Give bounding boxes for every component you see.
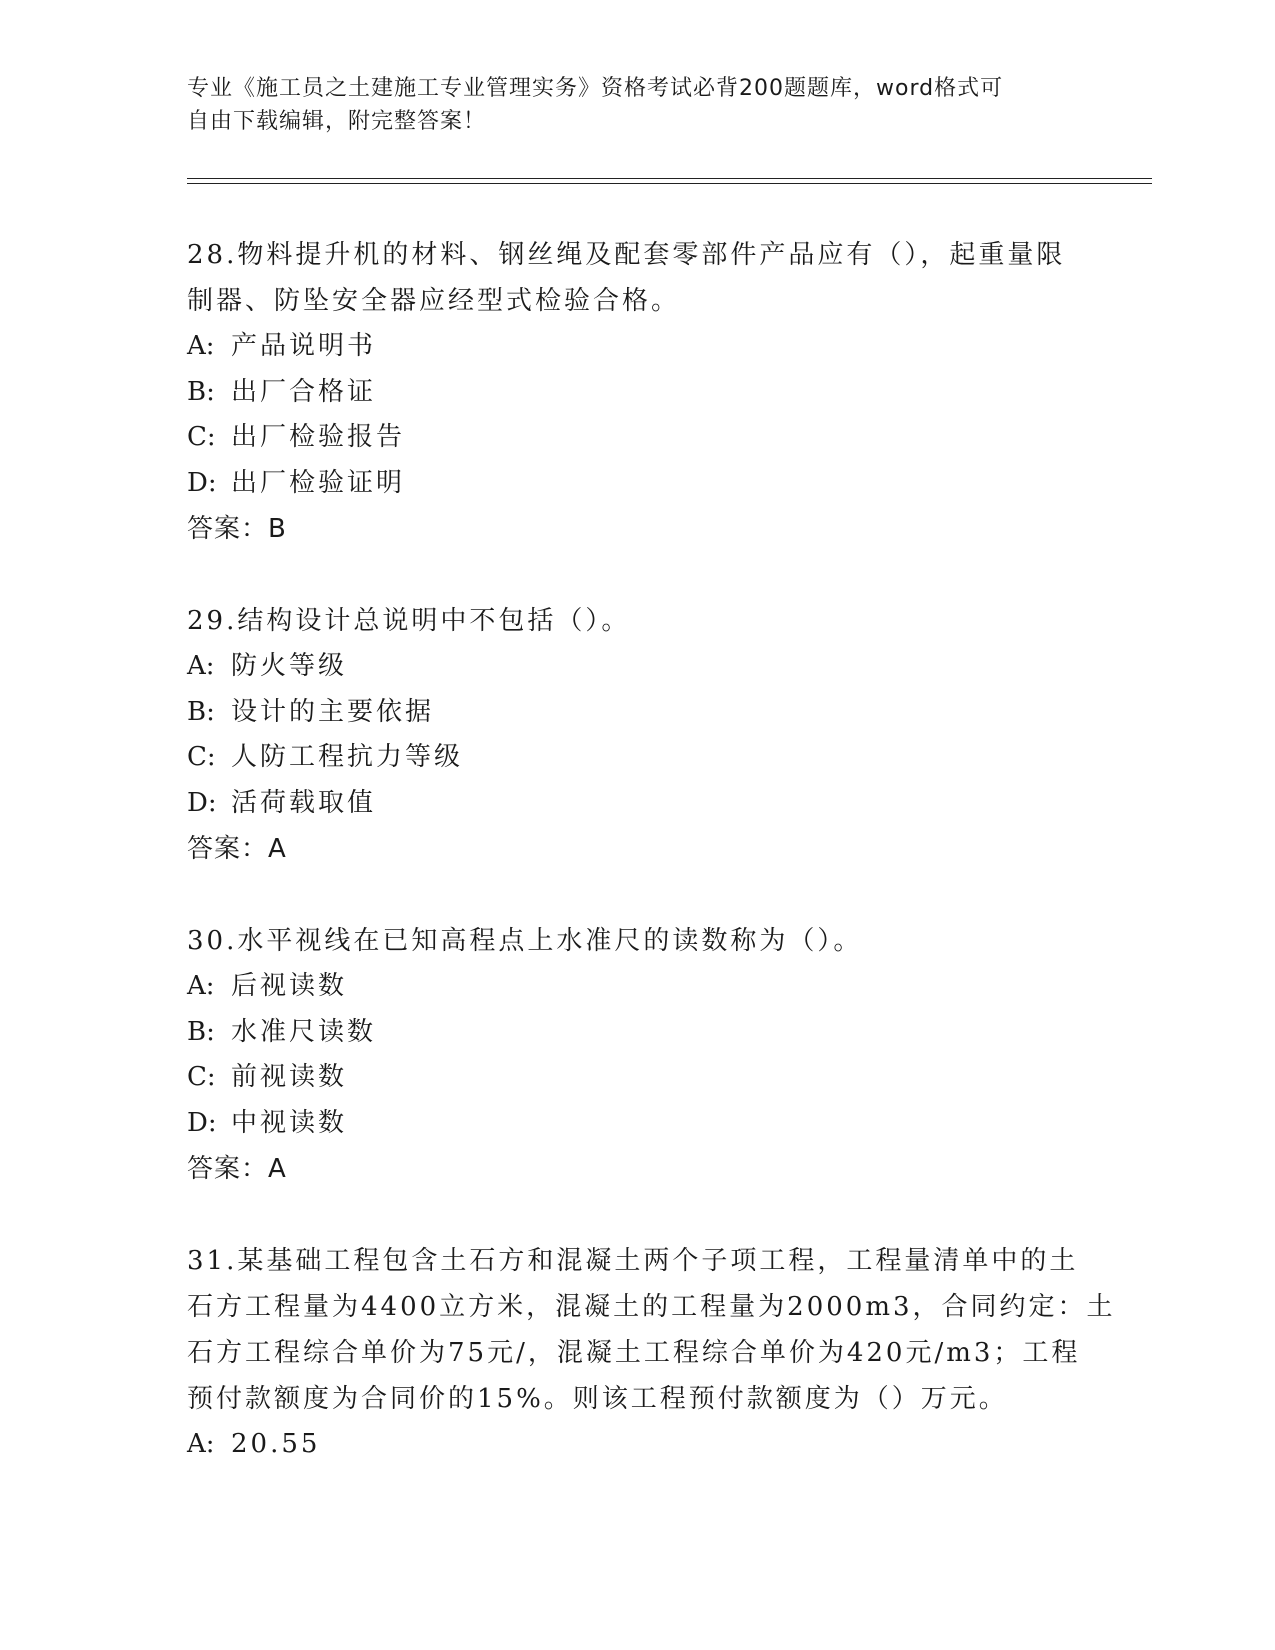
option-text: 前视读数 [231, 1062, 348, 1092]
option-text: 后视读数 [231, 971, 348, 1001]
question-block [187, 598, 1087, 872]
question-block [187, 918, 1087, 1192]
option-text: 设计的主要依据 [231, 696, 435, 727]
answer-option [187, 1422, 1087, 1468]
option-text: 活荷载取值 [231, 787, 377, 818]
answer-option [187, 781, 1087, 827]
question-text [187, 1238, 1116, 1422]
option-label: B: [187, 696, 215, 727]
question-block [187, 1238, 1116, 1468]
document-header [187, 72, 1067, 138]
option-text: 水准尺读数 [231, 1016, 377, 1047]
option-label: C: [187, 422, 216, 452]
option-label: B: [187, 1016, 215, 1047]
answer-option [187, 1055, 1087, 1101]
option-label: A: [187, 971, 215, 1001]
option-label: D: [187, 787, 217, 818]
question-block [187, 232, 1087, 552]
header-line-2: 自由下载编辑，附完整答案！ [187, 109, 487, 134]
question-text-line: 预付款额度为合同价的15%。则该工程预付款额度为（）万元。 [187, 1384, 1008, 1414]
option-text: 出厂检验证明 [231, 467, 406, 498]
answer-option [187, 324, 1087, 370]
answer-option [187, 415, 1087, 461]
option-label: C: [187, 742, 216, 772]
answer-option [187, 690, 1087, 736]
question-text-line: 28.物料提升机的材料、钢丝绳及配套零部件产品应有（），起重量限 [187, 240, 1066, 270]
question-text-line: 石方工程综合单价为75元/，混凝土工程综合单价为420元/m3；工程 [187, 1338, 1081, 1368]
option-label: A: [187, 651, 215, 681]
answer-option [187, 370, 1087, 416]
option-label: B: [187, 376, 215, 407]
option-text: 中视读数 [231, 1107, 348, 1138]
option-label: D: [187, 467, 217, 498]
question-text-line: 31.某基础工程包含土石方和混凝土两个子项工程，工程量清单中的土 [187, 1246, 1079, 1276]
answer-key: 答案：A [187, 834, 287, 864]
option-label: A: [187, 1429, 215, 1459]
header-divider-top [187, 178, 1152, 179]
answer-option [187, 461, 1087, 507]
question-text [187, 598, 1087, 644]
answer-option [187, 735, 1087, 781]
option-label: C: [187, 1062, 216, 1092]
option-text: 产品说明书 [231, 331, 377, 361]
header-divider-bottom [187, 183, 1152, 184]
option-label: A: [187, 331, 215, 361]
answer-key: 答案：A [187, 1154, 287, 1184]
option-text: 出厂合格证 [231, 376, 377, 407]
answer-option [187, 1010, 1087, 1056]
option-text: 人防工程抗力等级 [231, 742, 464, 772]
question-text [187, 918, 1087, 964]
option-label: D: [187, 1107, 217, 1138]
question-text-line: 30.水平视线在已知高程点上水准尺的读数称为（）。 [187, 926, 863, 956]
question-text-line: 石方工程量为4400立方米，混凝土的工程量为2000m3，合同约定：土 [187, 1292, 1116, 1322]
header-line-1: 专业《施工员之土建施工专业管理实务》资格考试必背200题题库，word格式可 [187, 76, 1004, 101]
question-text-line: 29.结构设计总说明中不包括（）。 [187, 606, 631, 636]
option-text: 出厂检验报告 [231, 422, 406, 452]
question-text [187, 232, 1087, 324]
option-text: 防火等级 [231, 651, 348, 681]
answer-option [187, 1101, 1087, 1147]
question-list [187, 232, 1116, 1514]
answer-key: 答案：B [187, 514, 287, 544]
question-text-line: 制器、防坠安全器应经型式检验合格。 [187, 286, 681, 316]
option-text: 20.55 [231, 1429, 321, 1459]
answer-option [187, 644, 1087, 690]
answer-option [187, 964, 1087, 1010]
